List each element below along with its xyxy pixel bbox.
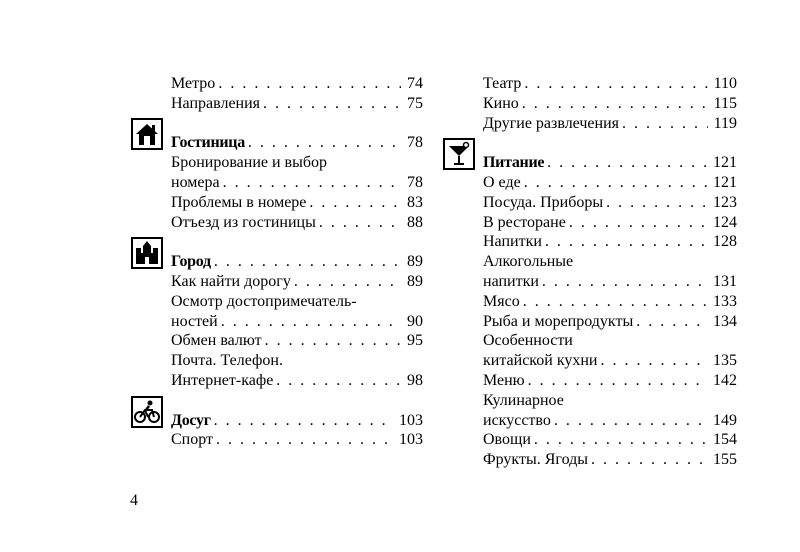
- toc-line: [483, 94, 737, 114]
- toc-title: Другие развлечения: [483, 114, 620, 132]
- toc-title: Рыба и морепродукты: [483, 312, 634, 330]
- toc-entry: [483, 391, 737, 411]
- bicycle-icon: [131, 396, 163, 428]
- toc-title: Алкогольные: [483, 253, 574, 271]
- toc-page-number: 103: [399, 431, 423, 449]
- toc-line: [171, 173, 423, 193]
- toc-entry: [171, 173, 423, 193]
- toc-entry: [483, 232, 737, 252]
- toc-entry: [483, 114, 737, 134]
- toc-page-number: 75: [407, 94, 423, 112]
- toc-line: [171, 272, 423, 292]
- toc-entry: [171, 213, 423, 233]
- dot-leader: [522, 94, 708, 114]
- toc-page-number: 121: [713, 173, 737, 191]
- toc-title: Обмен валют: [171, 332, 262, 350]
- dot-leader: [309, 193, 401, 213]
- toc-line: [483, 173, 737, 193]
- dot-leader: [606, 193, 707, 213]
- dot-leader: [534, 430, 707, 450]
- toc-page-number: 134: [713, 312, 737, 330]
- toc-page-number: 155: [713, 451, 737, 469]
- toc-line: [483, 272, 737, 292]
- toc-line: [171, 411, 423, 431]
- dot-leader: [276, 371, 401, 391]
- toc-line: [171, 351, 423, 371]
- toc-entry: [483, 351, 737, 371]
- dot-leader: [216, 430, 393, 450]
- toc-title: Бронирование и выбор: [171, 154, 327, 172]
- toc-entry: [483, 331, 737, 351]
- toc-title: Гостиница: [171, 134, 245, 152]
- cocktail-icon: [443, 138, 475, 170]
- toc-page-number: 119: [713, 114, 737, 132]
- toc-page-number: 131: [713, 272, 737, 290]
- toc-line: [483, 114, 737, 134]
- toc-page-number: 115: [713, 94, 737, 112]
- dot-leader: [569, 213, 707, 233]
- dot-leader: [221, 312, 401, 332]
- dot-leader: [523, 292, 707, 312]
- toc-entry: [171, 351, 423, 371]
- toc-page-number: 142: [713, 371, 737, 389]
- toc-title: искусство: [483, 411, 551, 429]
- toc-line: [483, 450, 737, 470]
- toc-line: [483, 371, 737, 391]
- toc-title: Почта. Телефон.: [171, 352, 283, 370]
- dot-leader: [214, 252, 401, 272]
- toc-page-number: 98: [407, 371, 423, 389]
- toc-line: [483, 351, 737, 371]
- dot-leader: [524, 173, 707, 193]
- toc-title: Проблемы в номере: [171, 193, 307, 211]
- toc-entry: [171, 153, 423, 173]
- toc-title: напитки: [483, 272, 539, 290]
- toc-title: Осмотр достопримечатель-: [171, 292, 357, 310]
- dot-leader: [218, 74, 401, 94]
- toc-page-number: 133: [713, 292, 737, 310]
- toc-line: [483, 312, 737, 332]
- toc-section-heading: [171, 133, 423, 153]
- toc-line: [483, 213, 737, 233]
- toc-section-heading: [483, 153, 737, 173]
- dot-leader: [263, 94, 401, 114]
- toc-title: Метро: [171, 75, 216, 92]
- toc-entry: [483, 430, 737, 450]
- toc-line: [483, 292, 737, 312]
- toc-entry: [483, 272, 737, 292]
- toc-title: Посуда. Приборы: [483, 193, 604, 211]
- toc-entry: [483, 450, 737, 470]
- toc-title: В ресторане: [483, 213, 566, 231]
- toc-entry: [171, 94, 423, 114]
- toc-line: [171, 94, 423, 114]
- toc-line: [483, 193, 737, 213]
- toc-line: [483, 74, 737, 94]
- toc-page-number: 78: [407, 173, 423, 191]
- toc-title: Досуг: [171, 411, 211, 429]
- toc-page-number: 110: [713, 75, 737, 92]
- toc-line: [483, 411, 737, 431]
- dot-leader: [528, 371, 707, 391]
- toc-entry: [483, 173, 737, 193]
- toc-line: [171, 193, 423, 213]
- toc-title: Направления: [171, 94, 261, 112]
- section-gap: [171, 391, 423, 411]
- toc-page-number: 128: [713, 233, 737, 251]
- toc-entry: [171, 292, 423, 312]
- dot-leader: [545, 232, 707, 252]
- toc-line: [483, 232, 737, 252]
- section-gap: [171, 114, 423, 134]
- toc-entry: [171, 74, 423, 94]
- toc-line: [483, 252, 737, 272]
- toc-line: [171, 430, 423, 450]
- toc-title: номера: [171, 173, 220, 191]
- toc-page-number: 90: [407, 312, 423, 330]
- toc-page-number: 121: [713, 154, 737, 172]
- dot-leader: [554, 411, 707, 431]
- toc-title: Фрукты. Ягоды: [483, 451, 588, 469]
- dot-leader: [600, 351, 707, 371]
- toc-page-number: 89: [407, 253, 423, 271]
- toc-page-number: 78: [407, 134, 423, 152]
- toc-title: Особенности: [483, 332, 573, 350]
- toc-line: [171, 331, 423, 351]
- toc-title: ностей: [171, 312, 218, 330]
- toc-page-number: 95: [407, 332, 423, 350]
- toc-section-heading: [171, 411, 423, 431]
- toc-line: [171, 153, 423, 173]
- dot-leader: [547, 153, 707, 173]
- toc-entry: [171, 331, 423, 351]
- toc-entry: [483, 312, 737, 332]
- toc-title: Напитки: [483, 233, 542, 251]
- toc-line: [171, 371, 423, 391]
- dot-leader: [319, 213, 401, 233]
- toc-title: Овощи: [483, 431, 531, 449]
- toc-entry: [171, 193, 423, 213]
- toc-page-number: 149: [713, 411, 737, 429]
- toc-title: Как найти дорогу: [171, 272, 291, 290]
- toc-entry: [483, 252, 737, 272]
- toc-title: Спорт: [171, 431, 214, 449]
- toc-title: Мясо: [483, 292, 520, 310]
- toc-line: [483, 430, 737, 450]
- toc-line: [171, 252, 423, 272]
- toc-title: Театр: [483, 75, 522, 92]
- dot-leader: [591, 450, 707, 470]
- toc-line: [483, 331, 737, 351]
- toc-line: [483, 391, 737, 411]
- toc-title: Кино: [483, 94, 519, 112]
- toc-page-number: 74: [407, 75, 423, 92]
- toc-entry: [171, 371, 423, 391]
- dot-leader: [622, 114, 708, 134]
- dot-leader: [214, 411, 393, 431]
- toc-title: Отъезд из гостиницы: [171, 213, 316, 231]
- toc-section-heading: [171, 252, 423, 272]
- city-icon: [131, 237, 163, 269]
- toc-line: [171, 213, 423, 233]
- toc-title: Город: [171, 253, 211, 271]
- section-gap: [171, 232, 423, 252]
- toc-column-right: [483, 74, 737, 470]
- toc-title: Интернет-кафе: [171, 371, 274, 389]
- dot-leader: [248, 133, 401, 153]
- toc-title: Меню: [483, 371, 525, 389]
- dot-leader: [265, 331, 401, 351]
- toc-title: О еде: [483, 173, 521, 191]
- toc-title: Питание: [483, 154, 545, 172]
- toc-entry: [483, 371, 737, 391]
- toc-entry: [483, 411, 737, 431]
- toc-line: [171, 74, 423, 94]
- toc-entry: [171, 430, 423, 450]
- toc-page-number: 135: [713, 352, 737, 370]
- toc-entry: [483, 213, 737, 233]
- hotel-icon: [131, 118, 163, 150]
- dot-leader: [524, 74, 707, 94]
- page-number: 4: [130, 492, 138, 509]
- toc-page-number: 88: [407, 213, 423, 231]
- toc-page-number: 83: [407, 193, 423, 211]
- toc-entry: [483, 193, 737, 213]
- toc-line: [171, 312, 423, 332]
- dot-leader: [542, 272, 707, 292]
- toc-entry: [483, 94, 737, 114]
- toc-entry: [171, 312, 423, 332]
- toc-page-number: 89: [407, 272, 423, 290]
- toc-entry: [171, 272, 423, 292]
- toc-line: [483, 153, 737, 173]
- dot-leader: [294, 272, 401, 292]
- toc-title: китайской кухни: [483, 352, 598, 370]
- toc-entry: [483, 74, 737, 94]
- toc-page-number: 154: [713, 431, 737, 449]
- toc-page-number: 124: [713, 213, 737, 231]
- dot-leader: [636, 312, 707, 332]
- toc-column-left: [171, 74, 423, 450]
- toc-page-number: 123: [713, 193, 737, 211]
- dot-leader: [223, 173, 401, 193]
- toc-page-number: 103: [399, 411, 423, 429]
- toc-line: [171, 292, 423, 312]
- toc-entry: [483, 292, 737, 312]
- toc-line: [171, 133, 423, 153]
- toc-title: Кулинарное: [483, 391, 564, 409]
- section-gap: [483, 133, 737, 153]
